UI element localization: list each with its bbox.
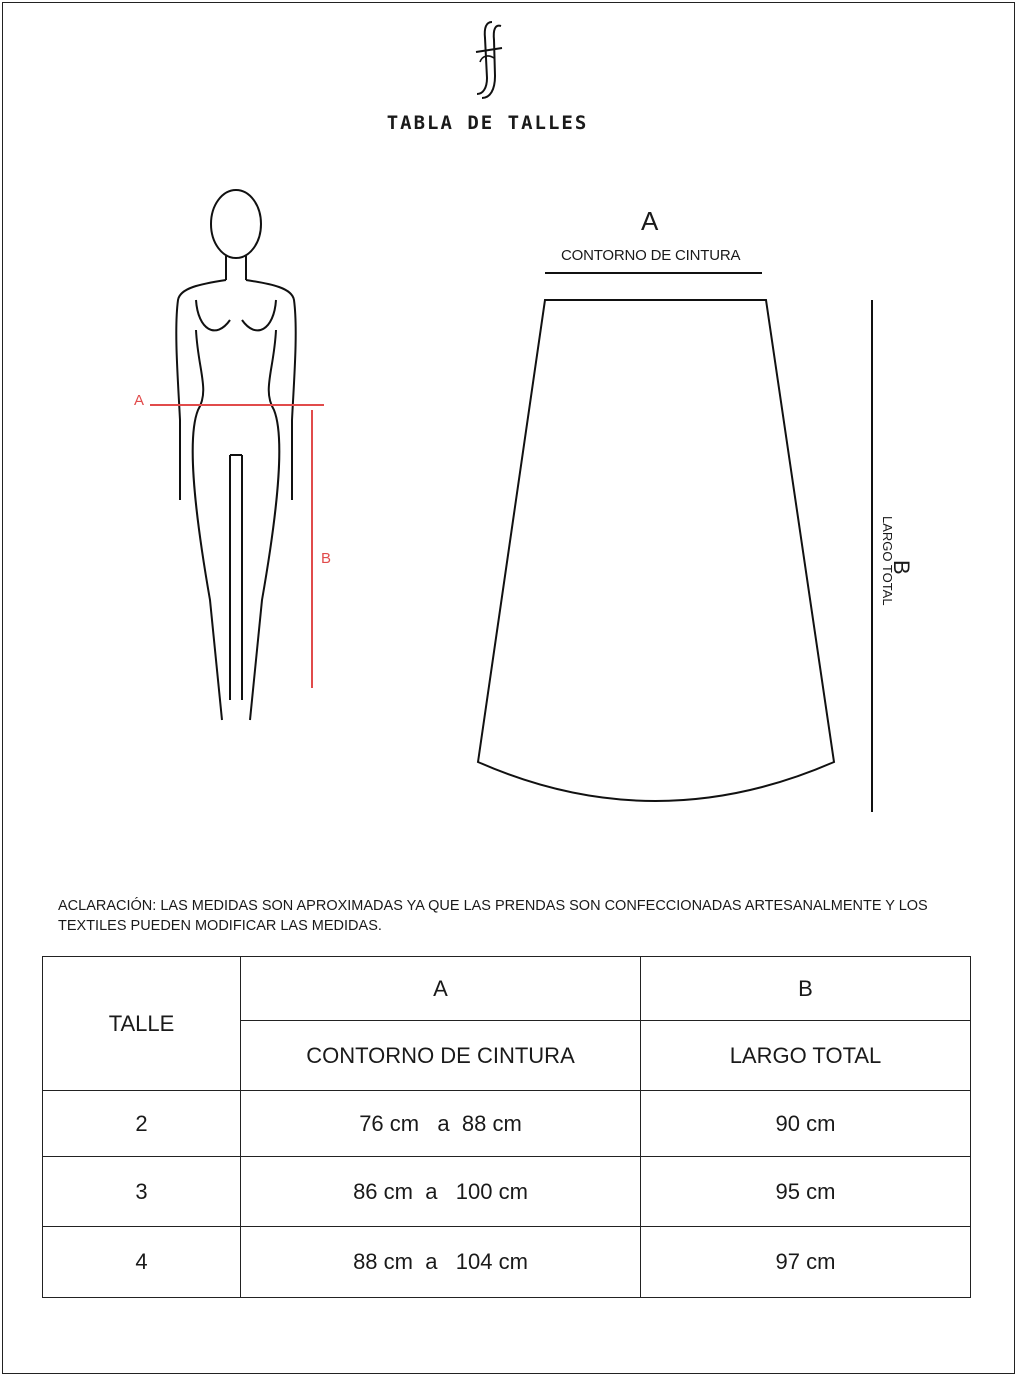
skirt-label-b: B (889, 560, 914, 575)
length-cell: 95 cm (641, 1157, 971, 1227)
size-cell: 4 (43, 1227, 241, 1298)
size-cell: 2 (43, 1091, 241, 1157)
size-table (42, 956, 971, 1298)
length-cell: 97 cm (641, 1227, 971, 1298)
waist-cell: 88 cm a 104 cm (241, 1227, 641, 1298)
size-cell: 3 (43, 1157, 241, 1227)
figure-label-a: A (134, 392, 145, 409)
waist-cell: 76 cm a 88 cm (241, 1091, 641, 1157)
body-figure (176, 190, 295, 720)
header-length: LARGO TOTAL (641, 1021, 971, 1091)
header-a-letter: A (241, 957, 641, 1021)
skirt-outline (478, 273, 872, 812)
measure-lines (150, 405, 324, 688)
skirt-length-label: LARGO TOTAL (880, 516, 895, 606)
figure-label-b: B (321, 550, 332, 567)
page-title: TABLA DE TALLES (386, 112, 589, 134)
header-size: TALLE (43, 957, 241, 1091)
table-row (43, 1091, 971, 1157)
header-waist: CONTORNO DE CINTURA (241, 1021, 641, 1091)
header-b-letter: B (641, 957, 971, 1021)
skirt-waist-label: CONTORNO DE CINTURA (561, 247, 741, 264)
table-row (43, 1227, 971, 1298)
skirt-label-a: A (641, 206, 659, 236)
waist-cell: 86 cm a 100 cm (241, 1157, 641, 1227)
length-cell: 90 cm (641, 1091, 971, 1157)
table-row (43, 1157, 971, 1227)
disclaimer-note: ACLARACIÓN: LAS MEDIDAS SON APROXIMADAS YA QUE LAS PRENDAS SON CONFECCIONADAS ARTESANALMENTE Y LOS TEXTILES PUEDEN MODIFICAR LAS MEDIDAS. (58, 898, 928, 934)
